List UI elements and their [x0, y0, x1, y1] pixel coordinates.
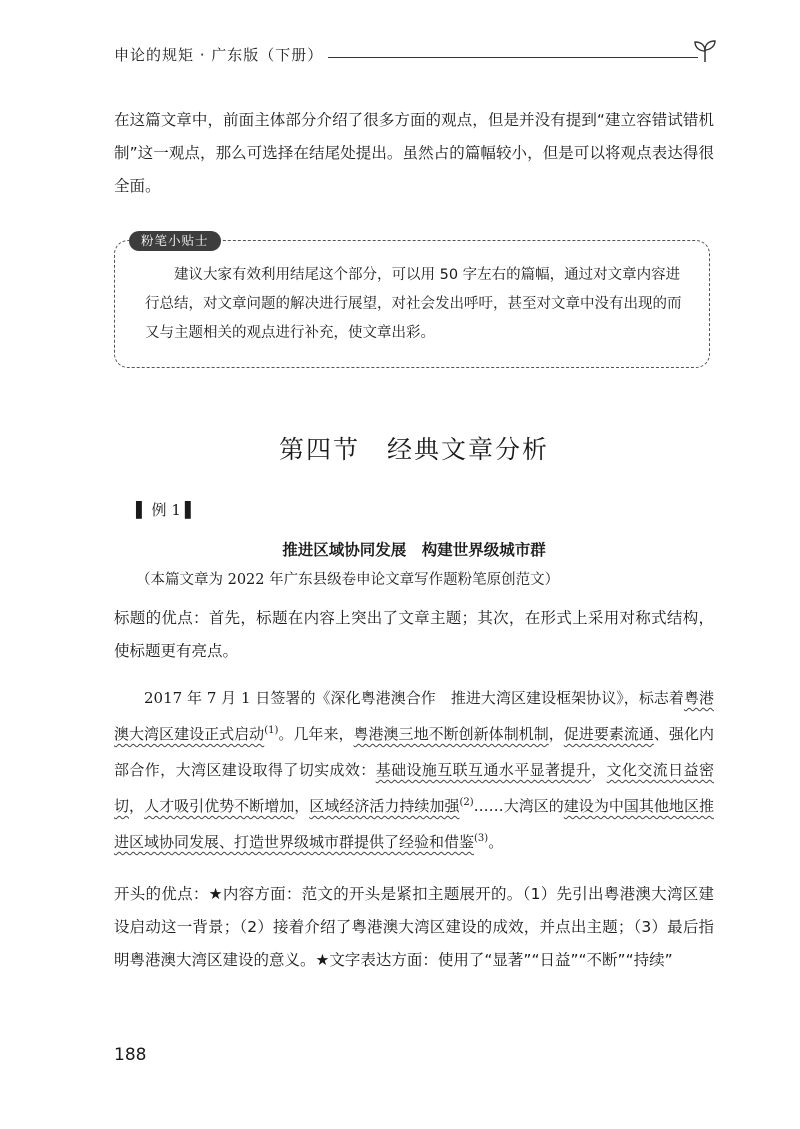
- footnote-marker: (3): [474, 833, 489, 844]
- intro-paragraph: 在这篇文章中，前面主体部分介绍了很多方面的观点，但是并没有提到“建立容错试错机制”这一观点，那么可选择在结尾处提出。虽然占的篇幅较小，但是可以将观点表达得很全面。: [114, 111, 714, 195]
- running-header: [114, 38, 714, 68]
- underlined-phrase: 粤港澳三地不断创新体制机制: [353, 725, 549, 743]
- body-text: ，: [591, 761, 607, 779]
- underlined-phrase: 促进要素流通: [563, 725, 654, 743]
- body-text: 2017 年 7 月 1 日签署的《深化粤港澳合作 推进大湾区建设框架协议》，标志着: [144, 689, 684, 707]
- header-rule: [328, 57, 698, 58]
- footnote-marker: (1): [264, 725, 279, 736]
- tip-badge: 粉笔小贴士: [129, 231, 221, 251]
- example-label: [136, 499, 196, 520]
- body-text: ……大湾区的: [473, 797, 564, 815]
- underlined-phrase: 基础设施互联互通水平显著提升: [375, 761, 592, 779]
- article-title: 推进区域协同发展 构建世界级城市群: [282, 540, 546, 559]
- article-note: （本篇文章为 2022 年广东县级卷申论文章写作题粉笔原创范文）: [136, 572, 560, 588]
- section-title: 第四节 经典文章分析: [278, 435, 549, 464]
- underlined-phrase: 区域经济活力持续加强: [309, 797, 460, 815]
- underlined-phrase: 建设为中国其他地区推进区域协同发展、打造世界级城市群提供了经验和借鉴: [114, 797, 714, 851]
- body-text: ，: [294, 797, 310, 815]
- body-text: ，: [129, 797, 145, 815]
- body-text: ，: [548, 725, 564, 743]
- example-label-text: 例 1: [151, 501, 181, 519]
- body-text: 。: [488, 833, 504, 851]
- bracket-left-icon: ▌: [136, 501, 148, 519]
- body-paragraph: [114, 680, 714, 860]
- tip-text: 建议大家有效利用结尾这个部分，可以用 50 字左右的篇幅，通过对文章内容进行总结，对文章问题的解决进行展望，对社会发出呼吁，甚至对文章中没有出现的而又与主题相关的观点进行补充，使文章出彩。: [145, 267, 682, 341]
- page-number: 188: [114, 1045, 147, 1065]
- tip-box: [114, 233, 710, 368]
- body-text: 、强化内部合作，大湾区建设取得了切实成效：: [114, 725, 714, 779]
- title-analysis: 标题的优点：首先，标题在内容上突出了文章主题；其次，在形式上采用对称式结构，使标题更有亮点。: [114, 609, 714, 660]
- sprout-icon: [692, 38, 718, 64]
- header-title: 申论的规矩 · 广东版（下册）: [114, 46, 324, 64]
- footnote-marker: (2): [459, 797, 474, 808]
- opening-analysis: 开头的优点：★内容方面：范文的开头是紧扣主题展开的。（1）先引出粤港澳大湾区建设启动这一背景；（2）接着介绍了粤港澳大湾区建设的成效，并点出主题；（3）最后指明粤港澳大湾区建设的意义。★文字表达方面：使用了“显著”“日益”“不断”“持续”: [114, 885, 714, 969]
- underlined-phrase: 粤港澳大湾区建设正式启动: [114, 689, 714, 743]
- body-text: 。几年来，: [278, 725, 354, 743]
- underlined-phrase: 文化交流日益密切: [114, 761, 714, 815]
- bracket-right-icon: ▌: [184, 501, 197, 519]
- underlined-phrase: 人才吸引优势不断增加: [144, 797, 295, 815]
